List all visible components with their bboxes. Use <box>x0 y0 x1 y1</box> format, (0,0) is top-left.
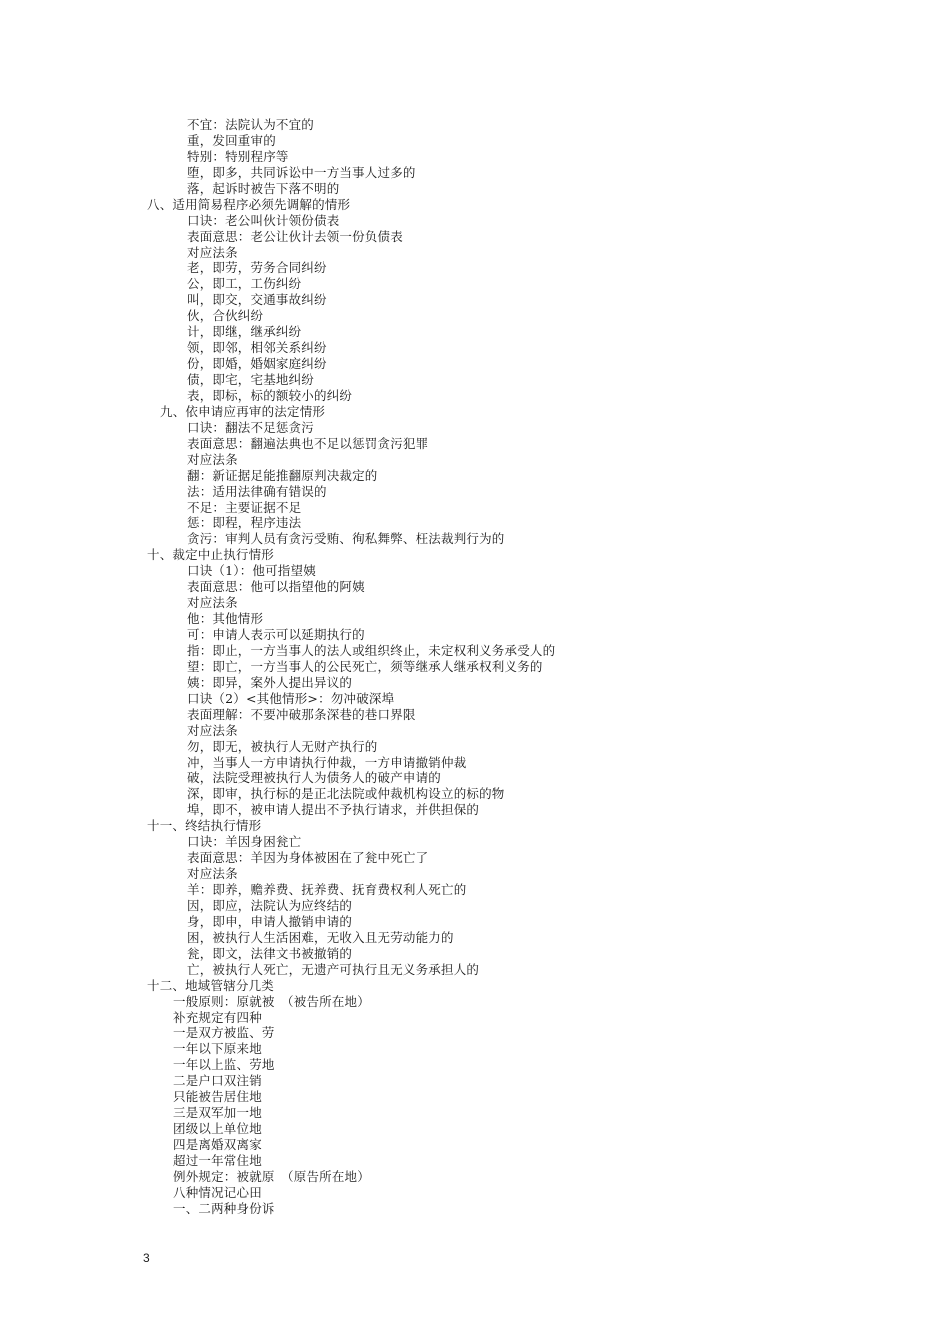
section-heading: 十一、终结执行情形 <box>147 818 262 834</box>
text-line: 不宜：法院认为不宜的 <box>187 117 315 132</box>
text-line: 特别：特别程序等 <box>187 148 289 164</box>
text-line: 重，发回重审的 <box>187 132 276 148</box>
text-line: 姨：即异，案外人提出异议的 <box>187 674 353 690</box>
section-heading: 九、依申请应再审的法定情形 <box>160 403 326 419</box>
text-line: 困，被执行人生活困难，无收入且无劳动能力的 <box>187 929 454 945</box>
text-line: 表面意思：老公让伙计去领一份负债表 <box>187 228 403 244</box>
text-line: 对应法条 <box>187 244 238 260</box>
text-line: 对应法条 <box>187 451 238 467</box>
text-line: 亡，被执行人死亡，无遗产可执行且无义务承担人的 <box>187 961 480 977</box>
text-line: 法：适用法律确有错误的 <box>187 483 327 499</box>
text-line: 只能被告居住地 <box>173 1089 262 1105</box>
text-line: 一年以上监、劳地 <box>173 1057 275 1073</box>
text-line: 份，即婚，婚姻家庭纠纷 <box>187 356 327 372</box>
text-line: 团级以上单位地 <box>173 1121 262 1137</box>
text-line: 叫，即交，交通事故纠纷 <box>187 292 327 308</box>
text-line: 贪污：审判人员有贪污受贿、徇私舞弊、枉法裁判行为的 <box>187 531 505 547</box>
text-line: 伙，合伙纠纷 <box>187 308 264 324</box>
text-line: 例外规定：被就原 （原告所在地） <box>173 1168 370 1184</box>
page-number: 3 <box>143 1251 150 1265</box>
text-line: 瓮，即文，法律文书被撤销的 <box>187 945 353 961</box>
text-line: 深，即审，执行标的是正北法院或仲裁机构设立的标的物 <box>187 786 505 802</box>
text-line: 口诀：老公叫伙计领份债表 <box>187 212 340 228</box>
text-line: 望：即亡，一方当事人的公民死亡，须等继承人继承权利义务的 <box>187 658 543 674</box>
text-line: 表面意思：翻遍法典也不足以惩罚贪污犯罪 <box>187 435 429 451</box>
text-line: 超过一年常住地 <box>173 1152 262 1168</box>
text-line: 表，即标，标的额较小的纠纷 <box>187 387 353 403</box>
text-line: 补充规定有四种 <box>173 1009 262 1025</box>
text-line: 八种情况记心田 <box>173 1184 262 1200</box>
text-line: 领，即邻，相邻关系纠纷 <box>187 340 327 356</box>
text-line: 翻：新证据足能推翻原判决裁定的 <box>187 467 378 483</box>
section-heading: 八、适用简易程序必须先调解的情形 <box>147 196 351 212</box>
text-line: 债，即宅，宅基地纠纷 <box>187 372 315 387</box>
text-line: 对应法条 <box>187 595 238 611</box>
text-line: 一年以下原来地 <box>173 1041 262 1057</box>
text-line: 因，即应，法院认为应终结的 <box>187 897 353 913</box>
text-line: 堕，即多，共同诉讼中一方当事人过多的 <box>187 164 416 180</box>
text-line: 身，即申，申请人撤销申请的 <box>187 913 353 929</box>
text-line: 公，即工，工伤纠纷 <box>187 276 302 292</box>
text-line: 表面意思：他可以指望他的阿姨 <box>187 579 365 595</box>
section-heading: 十二、地域管辖分几类 <box>147 977 275 993</box>
text-line: 口诀（1）：他可指望姨 <box>187 563 316 579</box>
text-line: 一、二两种身份诉 <box>173 1200 275 1216</box>
text-line: 惩：即程，程序违法 <box>187 515 302 531</box>
text-line: 破，法院受理被执行人为债务人的破产申请的 <box>187 770 442 786</box>
text-line: 老，即劳，劳务合同纠纷 <box>187 260 327 276</box>
text-line: 四是离婚双离家 <box>173 1137 262 1152</box>
text-line: 三是双军加一地 <box>173 1105 262 1121</box>
text-line: 表面理解：不要冲破那条深巷的巷口界限 <box>187 706 416 722</box>
text-line: 一般原则：原就被 （被告所在地） <box>173 993 370 1009</box>
text-line: 口诀：羊因身困瓮亡 <box>187 834 302 850</box>
text-line: 对应法条 <box>187 866 238 882</box>
text-line: 羊：即养，赡养费、抚养费、抚育费权利人死亡的 <box>187 882 467 897</box>
document-body <box>0 117 950 1217</box>
text-line: 可：申请人表示可以延期执行的 <box>187 627 365 642</box>
text-line: 不足：主要证据不足 <box>187 499 302 515</box>
text-line: 勿，即无，被执行人无财产执行的 <box>187 738 378 754</box>
text-line: 对应法条 <box>187 722 238 738</box>
text-line: 口诀：翻法不足惩贪污 <box>187 419 315 435</box>
text-line: 埠，即不，被申请人提出不予执行请求，并供担保的 <box>187 802 480 818</box>
text-line: 口诀（2）<其他情形>：勿冲破深埠 <box>187 690 395 706</box>
text-line: 落，起诉时被告下落不明的 <box>187 180 340 196</box>
section-heading: 十、裁定中止执行情形 <box>147 547 275 563</box>
text-line: 他：其他情形 <box>187 611 264 627</box>
text-line: 表面意思：羊因为身体被困在了瓮中死亡了 <box>187 850 429 866</box>
text-line: 二是户口双注销 <box>173 1073 262 1089</box>
text-line: 冲，当事人一方申请执行仲裁，一方申请撤销仲裁 <box>187 754 467 770</box>
text-line: 计，即继，继承纠纷 <box>187 324 302 340</box>
text-line: 一是双方被监、劳 <box>173 1025 275 1041</box>
text-line: 指：即止，一方当事人的法人或组织终止，未定权利义务承受人的 <box>187 642 556 658</box>
